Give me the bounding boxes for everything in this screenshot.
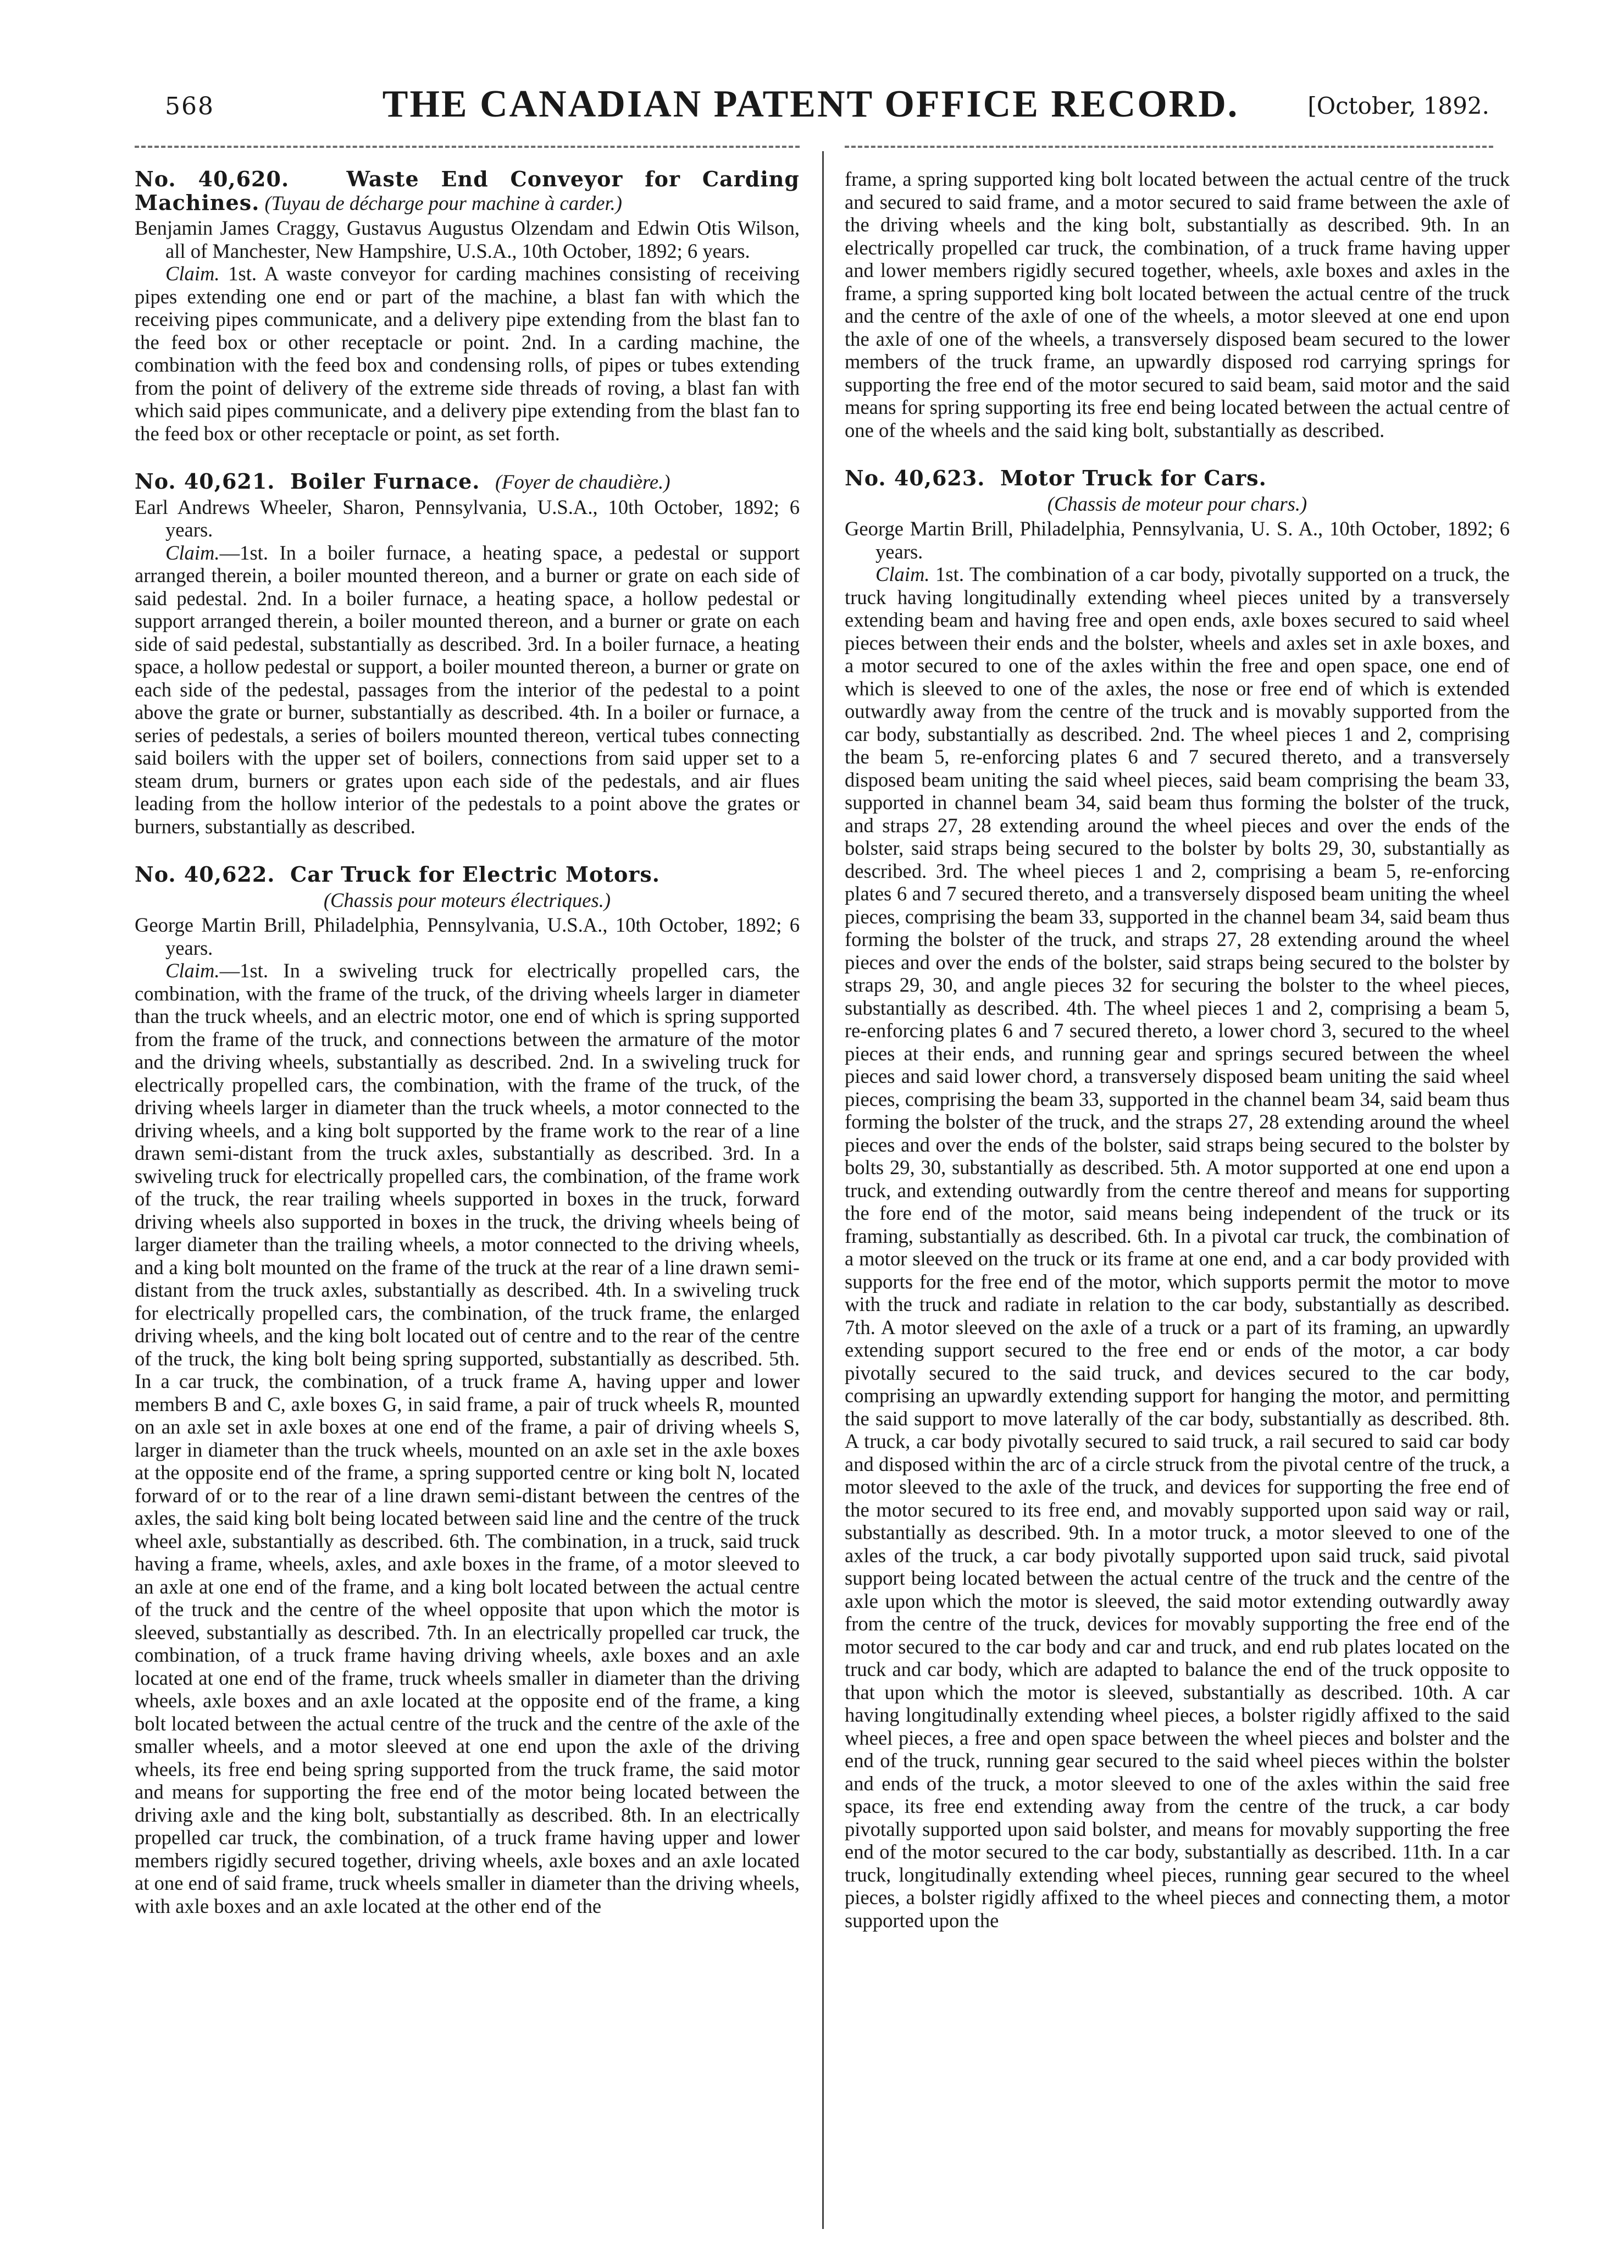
- claim-label: Claim.: [165, 959, 220, 982]
- patent-title: Car Truck for Electric Motors.: [290, 862, 660, 887]
- header-rule-right: [845, 146, 1493, 148]
- patent-title: Waste End Conveyor for Carding Machines.: [135, 167, 800, 215]
- claim-label: Claim.: [875, 563, 930, 585]
- patent-title: Motor Truck for Cars.: [1000, 466, 1267, 490]
- page-header: [132, 82, 1489, 132]
- issue-date: [October, 1892.: [1307, 92, 1489, 119]
- page-number: 568: [165, 92, 214, 120]
- claim-label: Claim.: [165, 541, 220, 564]
- inventor-line: George Martin Brill, Philadelphia, Pennsylvania, U. S. A., 10th October, 1892; 6 years.: [845, 517, 1510, 563]
- patent-entry: [135, 168, 800, 445]
- patent-entry: [845, 467, 1510, 1932]
- french-title: (Foyer de chaudière.): [495, 471, 670, 493]
- column-divider: [822, 151, 824, 2229]
- inventor-line: George Martin Brill, Philadelphia, Pennsylvania, U.S.A., 10th October, 1892; 6 years.: [135, 914, 800, 959]
- patent-number: No. 40,620.: [135, 167, 290, 191]
- claim-text-continued: —1st. In a swiveling truck for electrically propelled cars, the combination, with the frame of the truck, of the driving wheels larger in diameter than the truck wheels, and an electric motor, one end of which is spring supported from the frame of the truck, and connections between the armature of the motor and the driving wheels, substantially as described. 2nd. In a swiveling truck for electrically propelled cars, the combination, with the frame of the truck, of the driving wheels larger in diameter than the truck wheels, a motor connected to the driving wheels, and a king bolt supported by the frame work to the rear of a line drawn semi-distant from the truck axles, substantially as described. 3rd. In a swiveling truck for electrically propelled cars, the combination, of the frame work of the truck, the rear trailing wheels supported in boxes in the truck, forward driving wheels also supported in boxes in the truck, the driving wheels being of larger diameter than the trailing wheels, a motor connected to the driving wheels, and a king bolt mounted on the frame of the truck at the rear of a line drawn semi-distant from the truck axles, substantially as described. 4th. In a swiveling truck for electrically propelled cars, the combination, of the truck frame, the enlarged driving wheels, and the king bolt located out of centre and to the rear of the centre of the truck, the king bolt being spring supported, substantially as described. 5th. In a car truck, the combination, of a truck frame A, having upper and lower members B and C, axle boxes G, in said frame, a pair of truck wheels R, mounted on an axle set in axle boxes at one end of the frame, a pair of driving wheels S, larger in diameter than the truck wheels, mounted on an axle set in the axle boxes at the opposite end of the frame, a spring supported centre or king bolt N, located forward of or to the rear of a line drawn semi-distant between the centres of the axles, the said king bolt being located between said line and the centre of the truck wheel axle, substantially as described. 6th. The combination, in a truck, said truck having a frame, wheels, axles, and axle boxes in the frame, of a motor sleeved to an axle at one end of the frame, and a king bolt located between the actual centre of the truck and the centre of the wheel opposite that upon which the motor is sleeved, substantially as described. 7th. In an electrically propelled car truck, the combination, of a truck frame having driving wheels, axle boxes and an axle located at one end of the frame, truck wheels smaller in diameter than the driving wheels, axle boxes and an axle located at the opposite end of the frame, a king bolt located between the actual centre of the truck and the centre of the axle of the smaller wheels, and a motor sleeved at one end upon the axle of the driving wheels, its free end being spring supported from the truck frame, the said motor and means for supporting the free end of the motor being located between the driving axle and the king bolt, substantially as described. 8th. In an electrically propelled car truck, the combination, of a truck frame having upper and lower members rigidly secured together, driving wheels, axle boxes and an axle located at one end of said frame, truck wheels smaller in diameter than the driving wheels, with axle boxes and an axle located at the other end of the: [135, 959, 800, 1917]
- french-title: (Tuyau de décharge pour machine à carder.): [264, 191, 622, 214]
- claim-text: —1st. In a boiler furnace, a heating space, a pedestal or support arranged therein, a boiler mounted thereon, and a burner or grate on each side of said pedestal. 2nd. In a boiler furnace, a heating space, a hollow pedestal or support arranged therein, a boiler mounted thereon, and a burner or grate on each side of said pedestal, substantially as described. 3rd. In a boiler furnace, a heating space, a hollow pedestal or support, a boiler mounted thereon, a burner or grate on each side of the pedestal, passages from the interior of the pedestal to a point above the grate or burner, substantially as described. 4th. In a boiler or furnace, a series of pedestals, a series of boilers mounted thereon, vertical tubes connecting said boilers with the upper set of boilers, connections from said upper set to a steam drum, burners or grates upon each side of the pedestals, and air flues leading from the hollow interior of the pedestals to a point above the grates or burners, substantially as described.: [135, 541, 800, 838]
- claim-paragraph: [845, 563, 1510, 1932]
- entry-heading: [135, 168, 800, 214]
- claim-text: 1st. A waste conveyor for carding machines consisting of receiving pipes extending one end or part of the machine, a blast fan with which the receiving pipes communicate, and a delivery pipe extending from the blast fan to the feed box or other receptacle or point. 2nd. In a carding machine, the combination with the feed box and condensing rolls, of pipes or tubes extending from the point of delivery of the extreme side threads of roving, a blast fan with which said pipes communicate, and a delivery pipe extending from the blast fan to the feed box or other receptacle or point, as set forth.: [135, 262, 800, 445]
- french-title: (Chassis de moteur pour chars.): [1047, 492, 1307, 515]
- entry-heading: [135, 863, 800, 887]
- patent-entry: [135, 863, 800, 1917]
- patent-title: Boiler Furnace.: [290, 469, 480, 494]
- patent-number: No. 40,621.: [135, 469, 275, 494]
- entry-heading: [135, 470, 800, 494]
- patent-entry: [135, 470, 800, 838]
- right-column: [845, 168, 1510, 1932]
- french-title: (Chassis pour moteurs électriques.): [323, 888, 611, 911]
- french-title-line: [135, 889, 800, 912]
- patent-number: No. 40,623.: [845, 466, 985, 490]
- left-column: [135, 168, 800, 1917]
- entry-heading: [845, 467, 1510, 490]
- header-rule-left: [135, 146, 800, 148]
- patent-number: No. 40,622.: [135, 862, 275, 887]
- inventor-line: Earl Andrews Wheeler, Sharon, Pennsylvania, U.S.A., 10th October, 1892; 6 years.: [135, 495, 800, 541]
- french-title-line: [845, 493, 1510, 516]
- claim-text: 1st. The combination of a car body, pivotally supported on a truck, the truck having longitudinally extending wheel pieces united by a transversely extending beam and having free and open ends, axle boxes secured to said wheel pieces between their ends and the bolster, wheels and axles set in axle boxes, and a motor secured to one of the axles within the free and open space, one end of which is sleeved to one of the axles, the nose or free end of which is extended outwardly away from the centre of the truck and is movably supported from the car body, substantially as described. 2nd. The wheel pieces 1 and 2, comprising the beam 5, re-enforcing plates 6 and 7 secured thereto, and a transversely disposed beam uniting the said wheel pieces, said beam comprising the beam 33, supported in channel beam 34, said beam thus forming the bolster of the truck, and straps 27, 28 extending around the wheel pieces and over the ends of the bolster, said straps being secured to the bolster by bolts 29, 30, substantially as described. 3rd. The wheel pieces 1 and 2, comprising a beam 5, re-enforcing plates 6 and 7 secured thereto, and a transversely disposed beam uniting the wheel pieces, comprising the beam 33, supported in the channel beam 34, said beam thus forming the bolster of the truck, and straps 27, 28 extending around the wheel pieces and over the ends of the bolster, said straps being secured to the bolster by straps 29, 30, and angle pieces 32 for securing the bolster to the wheel pieces, substantially as described. 4th. The wheel pieces 1 and 2, comprising a beam 5, re-enforcing plates 6 and 7 secured thereto, a lower chord 3, secured to the wheel pieces at their ends, and running gear and springs secured between the wheel pieces and said lower chord, a transversely disposed beam uniting the said wheel pieces, comprising the beam 33, supported in the channel beam 34, said beam thus forming the bolster of the truck, and the straps 27, 28 extending around the wheel pieces and over the ends of the bolster, said straps being secured to the bolster by bolts 29, 30, substantially as described. 5th. A motor supported at one end upon a truck, and extending outwardly from the centre thereof and means for supporting the fore end of the motor, said means being independent of the truck or its framing, substantially as described. 6th. In a pivotal car truck, the combination of a motor sleeved on the truck or its frame at one end, and a car body provided with supports for the free end of the motor, which supports permit the motor to move with the truck and radiate in relation to the car body, substantially as described. 7th. A motor sleeved on the axle of a truck or a part of its framing, an upwardly extending support secured to the free end or ends of the motor, a car body pivotally secured to the said truck, and devices secured to the car body, comprising an upwardly extending support for hanging the motor, and permitting the said support to move laterally of the car body, substantially as described. 8th. A truck, a car body pivotally secured to said truck, a rail secured to said car body and disposed within the arc of a circle struck from the pivotal centre of the truck, a motor sleeved to the axle of the truck, and devices for supporting the free end of the motor secured to its free end, and movably supported upon said way or rail, substantially as described. 9th. In a motor truck, a motor sleeved to one of the axles of the truck, a car body pivotally supported upon said truck, said pivotal support being located between the actual centre of the truck and the centre of the axle upon which the motor is sleeved, the said motor extending outwardly away from the centre of the truck, devices for movably supporting the free end of the motor secured to the car body and car and truck, and end rub plates located on the truck and car body, which are adapted to balance the end of the truck opposite to that upon which the motor is sleeved, substantially as described. 10th. A car having longitudinally extending wheel pieces, a bolster rigidly affixed to the said wheel pieces, a free and open space between the wheel pieces and bolster and the end of the truck, running gear secured to the said wheel pieces within the bolster and ends of the truck, a motor sleeved to one of the axles within the said free space, its free end extending away from the centre of the truck, a car body pivotally supported upon said bolster, and means for movably supporting the free end of the motor secured to the car body, substantially as described. 11th. In a car truck, longitudinally extending wheel pieces, running gear secured to the wheel pieces, a bolster rigidly affixed to the wheel pieces and connecting them, a motor supported upon the: [845, 563, 1510, 1932]
- claim-paragraph: [135, 262, 800, 445]
- journal-title: THE CANADIAN PATENT OFFICE RECORD.: [382, 83, 1239, 125]
- inventor-line: Benjamin James Craggy, Gustavus Augustus Olzendam and Edwin Otis Wilson, all of Manchester, New Hampshire, U.S.A., 10th October, 1892; 6 years.: [135, 217, 800, 262]
- claim-paragraph: [135, 959, 800, 1917]
- claim-continuation: frame, a spring supported king bolt located between the actual centre of the truck and secured to said frame, and a motor secured to said frame between the axle of the driving wheels and the king bolt, substantially as described. 9th. In an electrically propelled car truck, the combination, of a truck frame having upper and lower members rigidly secured together, wheels, axle boxes and axles in the frame, a spring supported king bolt located between the actual centre of the truck and the centre of the axle of one of the wheels, a motor sleeved at one end upon the axle of one of the wheels, a transversely disposed beam secured to the lower members of the truck frame, an upwardly disposed rod carrying springs for supporting the free end of the motor secured to said beam, said motor and the said means for spring supporting its free end being located between the actual centre of one of the wheels and the said king bolt, substantially as described.: [845, 168, 1510, 441]
- claim-label: Claim.: [165, 262, 220, 285]
- claim-paragraph: [135, 541, 800, 838]
